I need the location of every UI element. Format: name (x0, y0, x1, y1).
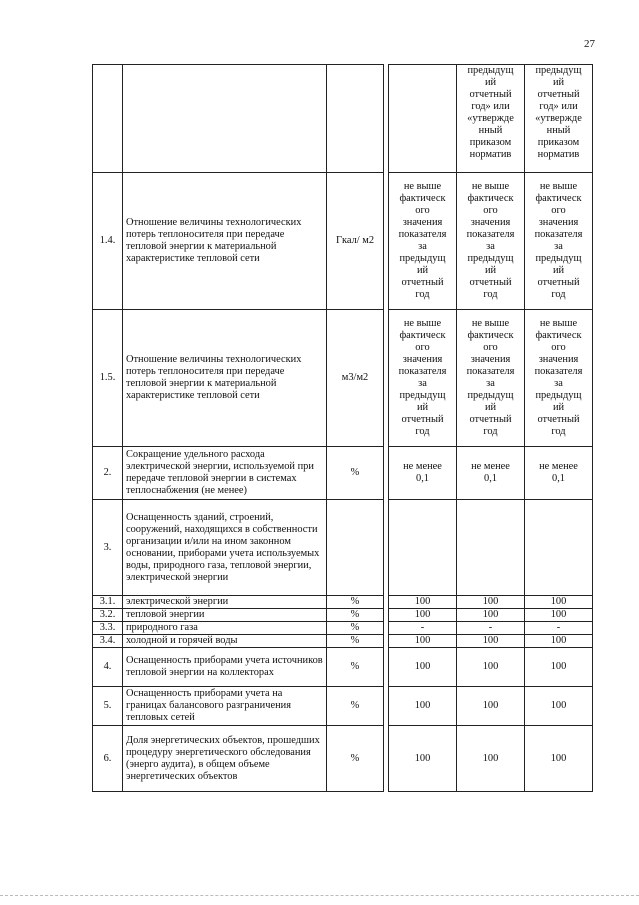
value-cell: 100 (389, 596, 457, 609)
row-number (93, 65, 123, 173)
value-cell: 100 (389, 648, 457, 687)
value-cell: не менее 0,1 (525, 447, 593, 500)
indicator-name: холодной и горячей воды (123, 635, 327, 648)
row-number: 3.1. (93, 596, 123, 609)
unit: % (327, 648, 384, 687)
value-cell (389, 65, 457, 173)
row-number: 1.4. (93, 173, 123, 310)
value-cell: 100 (389, 687, 457, 726)
indicator-name: природного газа (123, 622, 327, 635)
value-cell: предыдущ ий отчетный год» или «утвержде нный приказом норматив (457, 65, 525, 173)
table-row (93, 648, 593, 687)
unit (327, 65, 384, 173)
value-cell: 100 (389, 726, 457, 792)
unit: % (327, 687, 384, 726)
unit: % (327, 622, 384, 635)
table-row (93, 500, 593, 596)
table-row (93, 687, 593, 726)
row-number: 2. (93, 447, 123, 500)
value-cell: - (457, 622, 525, 635)
row-number: 3.2. (93, 609, 123, 622)
indicator-name: Оснащенность зданий, строений, сооружений, находящихся в собственности организации и/или на ином законном основании, приборами учета используемых воды, природного газа, тепловой энергии, электрической энергии (123, 500, 327, 596)
value-cell: 100 (457, 726, 525, 792)
value-cell: 100 (525, 635, 593, 648)
table-row (93, 173, 593, 310)
value-cell: 100 (525, 596, 593, 609)
value-cell: 100 (525, 687, 593, 726)
value-cell: не выше фактическ ого значения показателя за предыдущ ий отчетный год (525, 173, 593, 310)
value-cell: 100 (457, 635, 525, 648)
value-cell: - (525, 622, 593, 635)
table-row (93, 65, 593, 173)
row-number: 6. (93, 726, 123, 792)
value-cell: не выше фактическ ого значения показателя за предыдущ ий отчетный год (525, 310, 593, 447)
value-cell: не менее 0,1 (389, 447, 457, 500)
indicator-name: Оснащенность приборами учета источников тепловой энергии на коллекторах (123, 648, 327, 687)
indicator-name: Сокращение удельного расхода электрической энергии, используемой при передаче тепловой энергии в системах теплоснабжения (не менее) (123, 447, 327, 500)
scan-edge-line (0, 895, 639, 896)
value-cell: не выше фактическ ого значения показателя за предыдущ ий отчетный год (457, 173, 525, 310)
indicator-name: Отношение величины технологических потерь теплоносителя при передаче тепловой энергии к материальной характеристике тепловой сети (123, 310, 327, 447)
value-cell: не выше фактическ ого значения показателя за предыдущ ий отчетный год (389, 310, 457, 447)
value-cell: 100 (389, 635, 457, 648)
value-cell: 100 (457, 609, 525, 622)
indicator-name: Отношение величины технологических потерь теплоносителя при передаче тепловой энергии к материальной характеристике тепловой сети (123, 173, 327, 310)
row-number: 3.4. (93, 635, 123, 648)
row-number: 5. (93, 687, 123, 726)
indicator-name: Оснащенность приборами учета на границах балансового разграничения тепловых сетей (123, 687, 327, 726)
value-cell (457, 500, 525, 596)
value-cell: 100 (457, 648, 525, 687)
page-number: 27 (584, 38, 595, 50)
table-row (93, 596, 593, 609)
row-number: 3. (93, 500, 123, 596)
table-row (93, 726, 593, 792)
row-number: 4. (93, 648, 123, 687)
unit: м3/м2 (327, 310, 384, 447)
value-cell: 100 (389, 609, 457, 622)
indicator-name: электрической энергии (123, 596, 327, 609)
value-cell: 100 (457, 687, 525, 726)
table-row (93, 609, 593, 622)
unit: % (327, 726, 384, 792)
value-cell: 100 (525, 609, 593, 622)
value-cell: предыдущ ий отчетный год» или «утвержде нный приказом норматив (525, 65, 593, 173)
indicators-table (92, 64, 593, 792)
unit: Гкал/ м2 (327, 173, 384, 310)
indicator-name (123, 65, 327, 173)
value-cell (525, 500, 593, 596)
value-cell: не менее 0,1 (457, 447, 525, 500)
indicator-name: тепловой энергии (123, 609, 327, 622)
value-cell: - (389, 622, 457, 635)
table-row (93, 635, 593, 648)
table-row (93, 310, 593, 447)
table-row (93, 447, 593, 500)
table-row (93, 622, 593, 635)
indicator-name: Доля энергетических объектов, прошедших процедуру энергетического обследования (энерго аудита), в общем объеме энергетических объектов (123, 726, 327, 792)
value-cell: 100 (525, 648, 593, 687)
value-cell: 100 (525, 726, 593, 792)
unit (327, 500, 384, 596)
row-number: 3.3. (93, 622, 123, 635)
unit: % (327, 596, 384, 609)
row-number: 1.5. (93, 310, 123, 447)
unit: % (327, 609, 384, 622)
value-cell (389, 500, 457, 596)
unit: % (327, 447, 384, 500)
unit: % (327, 635, 384, 648)
value-cell: 100 (457, 596, 525, 609)
value-cell: не выше фактическ ого значения показателя за предыдущ ий отчетный год (457, 310, 525, 447)
value-cell: не выше фактическ ого значения показателя за предыдущ ий отчетный год (389, 173, 457, 310)
